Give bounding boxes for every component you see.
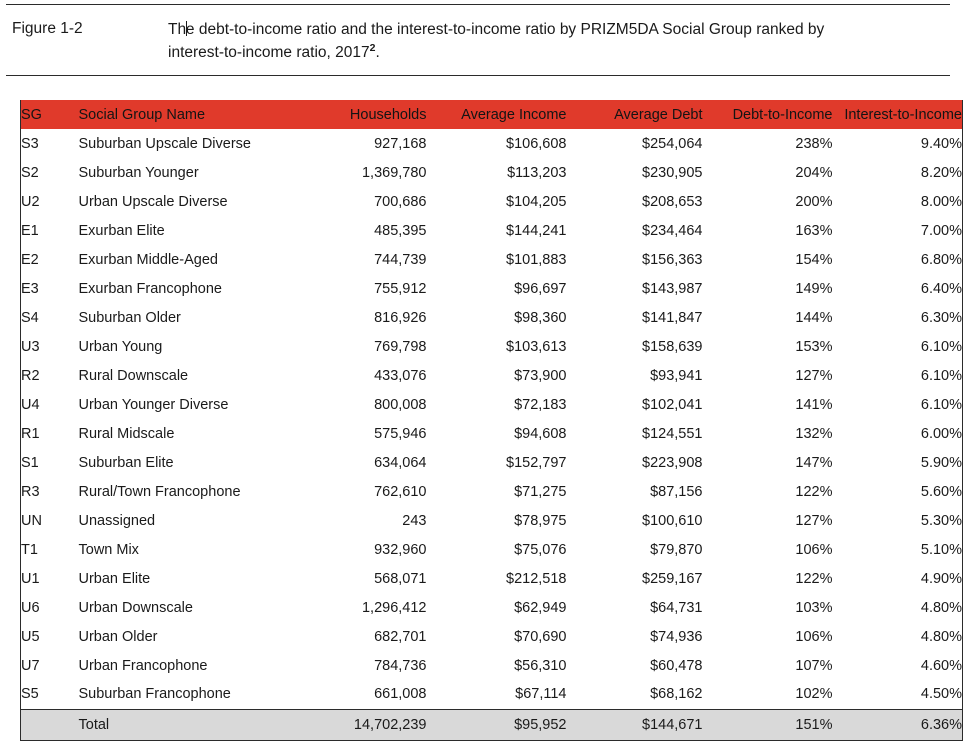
column-header-average-debt[interactable]: Average Debt [614, 106, 703, 123]
cell-iti: 4.80% [920, 628, 962, 645]
cell-iti: 6.00% [920, 425, 962, 442]
table-row[interactable] [21, 216, 963, 245]
cell-iti: 6.10% [920, 338, 962, 355]
cell-iti: 9.40% [920, 135, 962, 152]
cell-dti: 127% [795, 512, 833, 529]
table-row[interactable] [21, 477, 963, 506]
cell-sg: U5 [21, 628, 40, 645]
cell-iti: 8.20% [920, 164, 962, 181]
column-header-interest-to-income[interactable]: Interest-to-Income [844, 106, 962, 123]
cell-income: $95,952 [427, 709, 567, 740]
cell-debt: $100,610 [642, 512, 703, 529]
cell-sg: U4 [21, 396, 40, 413]
cell-dti: 106% [795, 628, 833, 645]
table-row[interactable] [21, 564, 963, 593]
cell-sg: S3 [21, 135, 39, 152]
cell-income: $70,690 [514, 628, 567, 645]
cell-dti: 122% [795, 483, 833, 500]
cell-sg: U3 [21, 338, 40, 355]
cell-name: Exurban Francophone [78, 280, 222, 297]
cell-debt: $144,671 [567, 709, 703, 740]
cell-name: Suburban Upscale Diverse [78, 135, 251, 152]
column-header-sg[interactable]: SG [21, 106, 42, 123]
cell-name: Urban Older [78, 628, 158, 645]
cell-income: $73,900 [514, 367, 567, 384]
cell-debt: $143,987 [642, 280, 703, 297]
cell-name: Rural Downscale [78, 367, 189, 384]
cell-income: $72,183 [514, 396, 567, 413]
cell-debt: $156,363 [642, 251, 703, 268]
caption-footnote-marker: 2 [369, 41, 376, 54]
cell-debt: $87,156 [650, 483, 703, 500]
cell-sg: E1 [21, 222, 39, 239]
cell-sg: S2 [21, 164, 39, 181]
cell-dti: 103% [795, 599, 833, 616]
cell-income: $98,360 [514, 309, 567, 326]
cell-households: 927,168 [374, 135, 427, 152]
table-row[interactable] [21, 651, 963, 680]
caption-line2: interest-to-income ratio, 2017 [168, 44, 370, 61]
cell-sg: E2 [21, 251, 39, 268]
cell-iti: 4.80% [920, 599, 962, 616]
column-header-average-income[interactable]: Average Income [461, 106, 567, 123]
cell-debt: $124,551 [642, 425, 703, 442]
table-header-row [21, 100, 963, 129]
cell-sg: S4 [21, 309, 39, 326]
cell-name: Exurban Middle-Aged [78, 251, 218, 268]
table-row[interactable] [21, 390, 963, 419]
cell-sg: S5 [21, 686, 39, 703]
cell-households: 433,076 [374, 367, 427, 384]
table-row[interactable] [21, 187, 963, 216]
cell-debt: $254,064 [642, 135, 703, 152]
table-row[interactable] [21, 419, 963, 448]
cell-debt: $234,464 [642, 222, 703, 239]
cell-households: 634,064 [374, 454, 427, 471]
figure-number-label: Figure 1-2 [12, 20, 83, 37]
table-row[interactable] [21, 332, 963, 361]
cell-debt: $223,908 [642, 454, 703, 471]
cell-name: Urban Francophone [78, 657, 208, 674]
cell-sg: U7 [21, 657, 40, 674]
cell-name: Rural Midscale [78, 425, 175, 442]
cell-dti: 144% [795, 309, 833, 326]
caption-line2-end: . [375, 44, 380, 61]
cell-iti: 7.00% [920, 222, 962, 239]
cell-households: 800,008 [374, 396, 427, 413]
cell-sg: R2 [21, 367, 40, 384]
cell-name: Unassigned [78, 512, 156, 529]
cell-dti: 238% [795, 135, 833, 152]
cell-income: $67,114 [515, 686, 567, 703]
cell-dti: 127% [795, 367, 833, 384]
cell-households: 575,946 [374, 425, 427, 442]
table-row[interactable] [21, 245, 963, 274]
cell-sg: T1 [21, 541, 38, 558]
figure-caption-block [6, 4, 950, 76]
cell-debt: $60,478 [650, 657, 703, 674]
cell-name: Total [79, 709, 279, 740]
cell-households: 769,798 [374, 338, 427, 355]
cell-debt: $64,731 [650, 599, 703, 616]
cell-dti: 107% [795, 657, 833, 674]
cell-dti: 200% [795, 193, 833, 210]
table-row[interactable] [21, 274, 963, 303]
table-row[interactable] [21, 303, 963, 332]
cell-dti: 147% [795, 454, 833, 471]
figure-table-container [20, 100, 962, 741]
cell-debt: $93,941 [650, 367, 703, 384]
cell-households: 243 [402, 512, 427, 529]
cell-debt: $259,167 [642, 570, 703, 587]
cell-dti: 154% [795, 251, 833, 268]
cell-households: 1,369,780 [361, 164, 427, 181]
cell-iti: 6.10% [920, 396, 962, 413]
table-row[interactable] [21, 158, 963, 187]
cell-income: $103,613 [506, 338, 567, 355]
cell-iti: 8.00% [920, 193, 962, 210]
cell-income: $144,241 [506, 222, 567, 239]
cell-income: $96,697 [514, 280, 567, 297]
cell-income: $71,275 [514, 483, 567, 500]
cell-income: $56,310 [514, 657, 567, 674]
cell-income: $94,608 [514, 425, 567, 442]
cell-sg: E3 [21, 280, 39, 297]
cell-households: 816,926 [374, 309, 427, 326]
cell-name: Urban Elite [78, 570, 151, 587]
cell-name: Suburban Older [78, 309, 181, 326]
cell-income: $152,797 [506, 454, 567, 471]
cell-income: $212,518 [506, 570, 567, 587]
cell-sg: S1 [21, 454, 39, 471]
cell-dti: 132% [795, 425, 833, 442]
cell-iti: 6.36% [833, 709, 963, 740]
cell-iti: 4.60% [920, 657, 962, 674]
cell-debt: $74,936 [650, 628, 703, 645]
cell-dti: 204% [795, 164, 833, 181]
cell-dti: 122% [795, 570, 833, 587]
cell-name: Suburban Elite [78, 454, 174, 471]
cell-households: 485,395 [374, 222, 427, 239]
cell-households: 744,739 [374, 251, 427, 268]
table-row[interactable] [21, 361, 963, 390]
cell-income: $104,205 [506, 193, 567, 210]
cell-iti: 6.40% [920, 280, 962, 297]
cell-iti: 4.50% [920, 686, 962, 703]
table-row[interactable] [21, 680, 963, 709]
cell-households: 1,296,412 [361, 599, 427, 616]
caption-line1-part1: Th [168, 21, 187, 38]
cell-households: 14,702,239 [279, 709, 427, 740]
cell-income: $101,883 [506, 251, 567, 268]
table-row[interactable] [21, 535, 963, 564]
cell-dti: 149% [795, 280, 833, 297]
cell-dti: 153% [795, 338, 833, 355]
cell-households: 762,610 [374, 483, 427, 500]
column-header-households[interactable]: Households [349, 106, 427, 123]
table-row[interactable] [21, 129, 963, 158]
cell-iti: 4.90% [920, 570, 962, 587]
cell-iti: 6.80% [920, 251, 962, 268]
cell-sg: U1 [21, 570, 40, 587]
cell-income: $106,608 [506, 135, 567, 152]
cell-households: 700,686 [374, 193, 427, 210]
table-row[interactable] [21, 593, 963, 622]
cell-households: 755,912 [374, 280, 427, 297]
cell-debt: $230,905 [642, 164, 703, 181]
cell-sg: R1 [21, 425, 40, 442]
cell-debt: $68,162 [650, 686, 703, 703]
cell-households: 784,736 [374, 657, 427, 674]
cell-name: Town Mix [78, 541, 139, 558]
table-total-row[interactable] [21, 709, 963, 740]
column-header-social-group-name[interactable]: Social Group Name [78, 106, 206, 123]
cell-dti: 106% [795, 541, 833, 558]
cell-name: Urban Young [78, 338, 163, 355]
cell-dti: 141% [795, 396, 833, 413]
table-row[interactable] [21, 506, 963, 535]
cell-income: $78,975 [514, 512, 567, 529]
cell-income: $62,949 [514, 599, 567, 616]
cell-name: Rural/Town Francophone [78, 483, 241, 500]
cell-iti: 5.90% [920, 454, 962, 471]
cell-iti: 6.30% [920, 309, 962, 326]
cell-dti: 151% [703, 709, 833, 740]
debt-to-income-table [20, 100, 963, 741]
cell-income: $75,076 [514, 541, 567, 558]
cell-debt: $102,041 [642, 396, 703, 413]
cell-iti: 6.10% [920, 367, 962, 384]
table-row[interactable] [21, 448, 963, 477]
cell-name: Urban Downscale [78, 599, 193, 616]
cell-sg: U2 [21, 193, 40, 210]
table-header [21, 100, 963, 129]
cell-debt: $158,639 [642, 338, 703, 355]
cell-debt: $208,653 [642, 193, 703, 210]
cell-debt: $141,847 [642, 309, 703, 326]
cell-households: 682,701 [374, 628, 427, 645]
cell-iti: 5.10% [920, 541, 962, 558]
table-body [21, 129, 963, 740]
cell-name: Urban Upscale Diverse [78, 193, 228, 210]
cell-iti: 5.60% [920, 483, 962, 500]
cell-name: Urban Younger Diverse [78, 396, 229, 413]
figure-caption-text [168, 18, 950, 64]
cell-income: $113,203 [507, 164, 567, 181]
cell-iti: 5.30% [920, 512, 962, 529]
cell-name: Suburban Younger [78, 164, 199, 181]
cell-households: 661,008 [374, 686, 427, 703]
table-row[interactable] [21, 622, 963, 651]
cell-dti: 102% [795, 686, 833, 703]
cell-debt: $79,870 [650, 541, 703, 558]
caption-line1-part2: e debt-to-income ratio and the interest-to-income ratio by PRIZM5DA Social Group ranked by [185, 21, 825, 38]
column-header-debt-to-income[interactable]: Debt-to-Income [732, 106, 833, 123]
cell-dti: 163% [795, 222, 833, 239]
cell-sg: R3 [21, 483, 40, 500]
cell-name: Suburban Francophone [78, 686, 231, 703]
cell-sg: UN [21, 512, 42, 529]
cell-sg [21, 709, 79, 740]
cell-sg: U6 [21, 599, 40, 616]
cell-name: Exurban Elite [78, 222, 165, 239]
cell-households: 568,071 [374, 570, 427, 587]
cell-households: 932,960 [374, 541, 427, 558]
